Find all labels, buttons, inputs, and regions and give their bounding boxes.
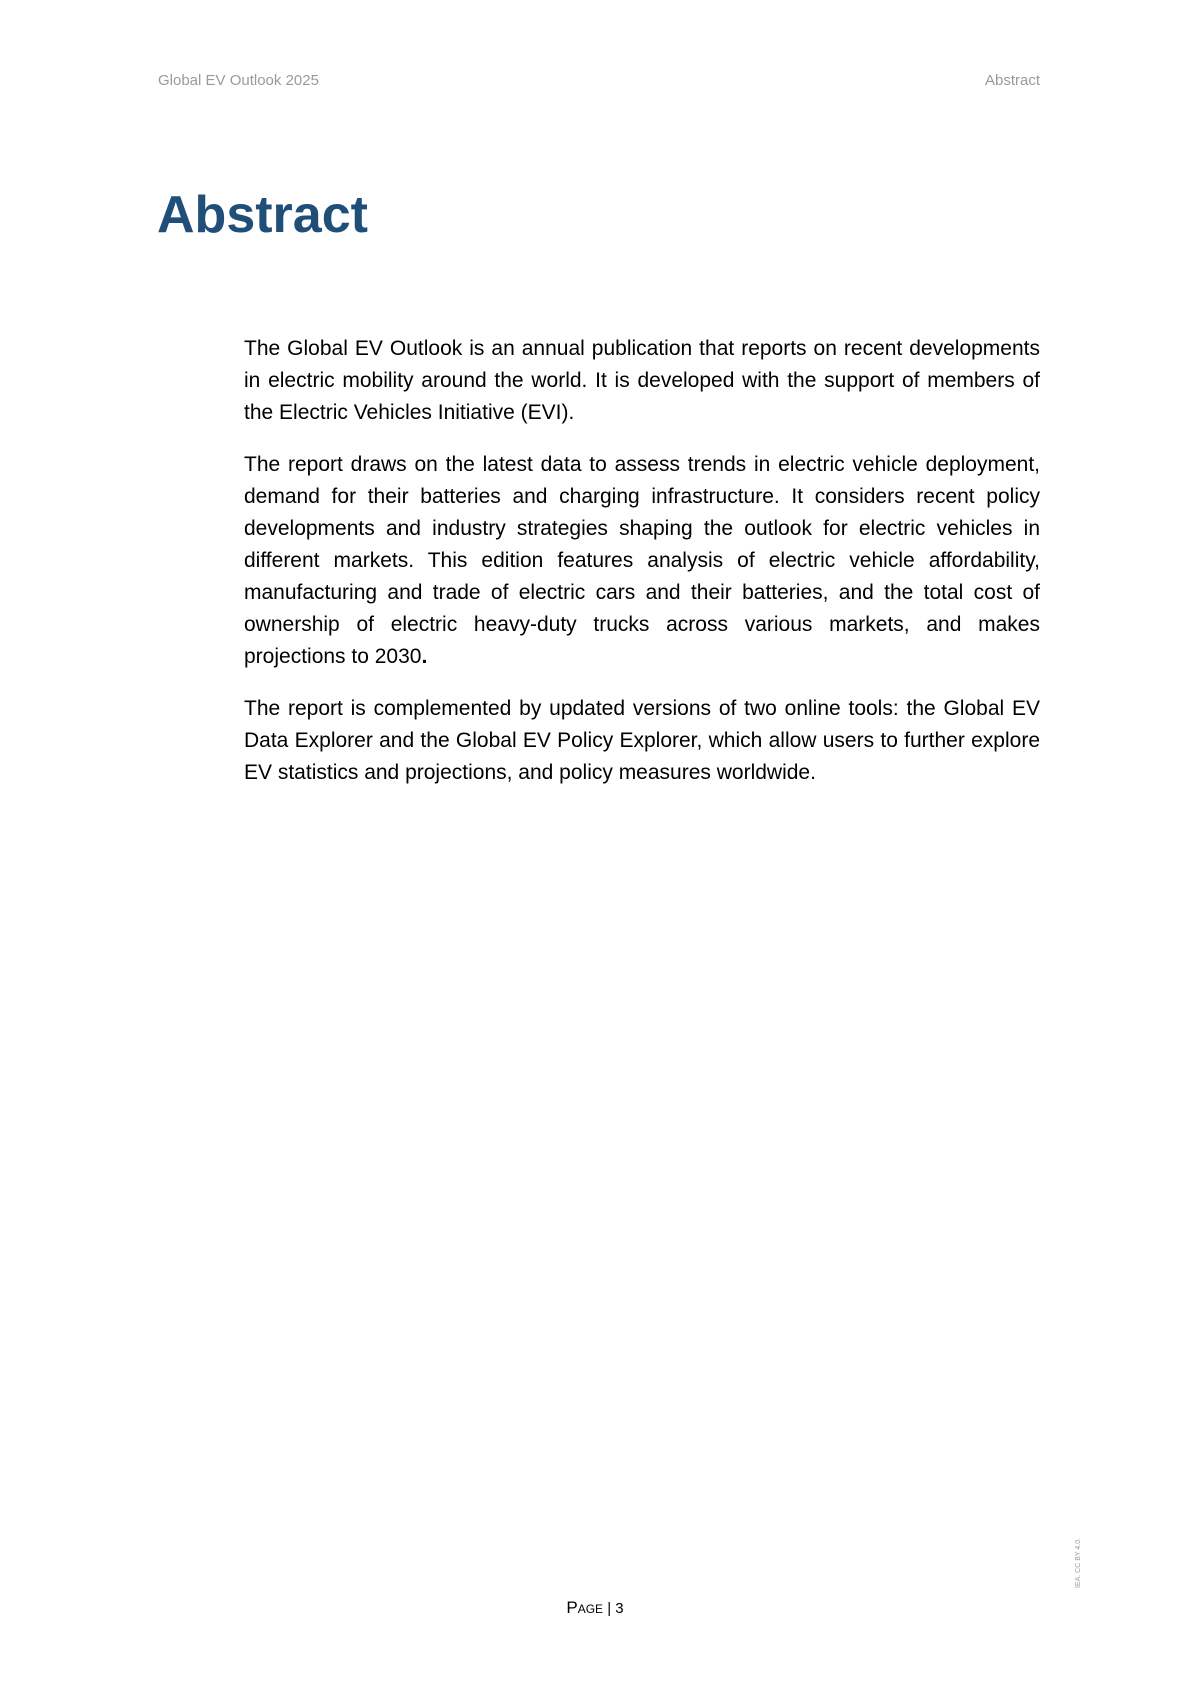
abstract-paragraph-1: The Global EV Outlook is an annual publication that reports on recent developments in electric mobility around the world. It is developed with the support of members of the Electric Vehicles Initiative (EVI). bbox=[244, 337, 1040, 424]
running-header-title: Global EV Outlook 2025 bbox=[158, 72, 319, 89]
license-note: IEA. CC BY 4.0. bbox=[1075, 1537, 1082, 1589]
page-title: Abstract bbox=[157, 186, 368, 244]
page-footer bbox=[0, 1598, 1190, 1618]
abstract-paragraph-2-end-mark: . bbox=[421, 645, 428, 668]
abstract-paragraph-3: The report is complemented by updated versions of two online tools: the Global EV Data Explorer and the Global EV Policy Explorer, which allow users to further explore EV statistics and projections, and policy measures worldwide. bbox=[244, 697, 1040, 784]
page-label: Page bbox=[566, 1598, 604, 1617]
page-number: 3 bbox=[615, 1600, 624, 1617]
running-header-section: Abstract bbox=[984, 72, 1040, 89]
abstract-paragraph-2-text: The report draws on the latest data to assess trends in electric vehicle deployment, demand for their batteries and charging infrastructure. It considers recent policy developments and industry strategies shaping the outlook for electric vehicles in different markets. This edition features analysis of electric vehicle affordability, manufacturing and trade of electric cars and their batteries, and the total cost of ownership of electric heavy-duty trucks across various markets, and makes projections to 2030 bbox=[244, 453, 1040, 668]
page-separator: | bbox=[607, 1600, 612, 1617]
abstract-paragraph-2 bbox=[244, 449, 1040, 673]
abstract-body bbox=[244, 333, 1040, 809]
